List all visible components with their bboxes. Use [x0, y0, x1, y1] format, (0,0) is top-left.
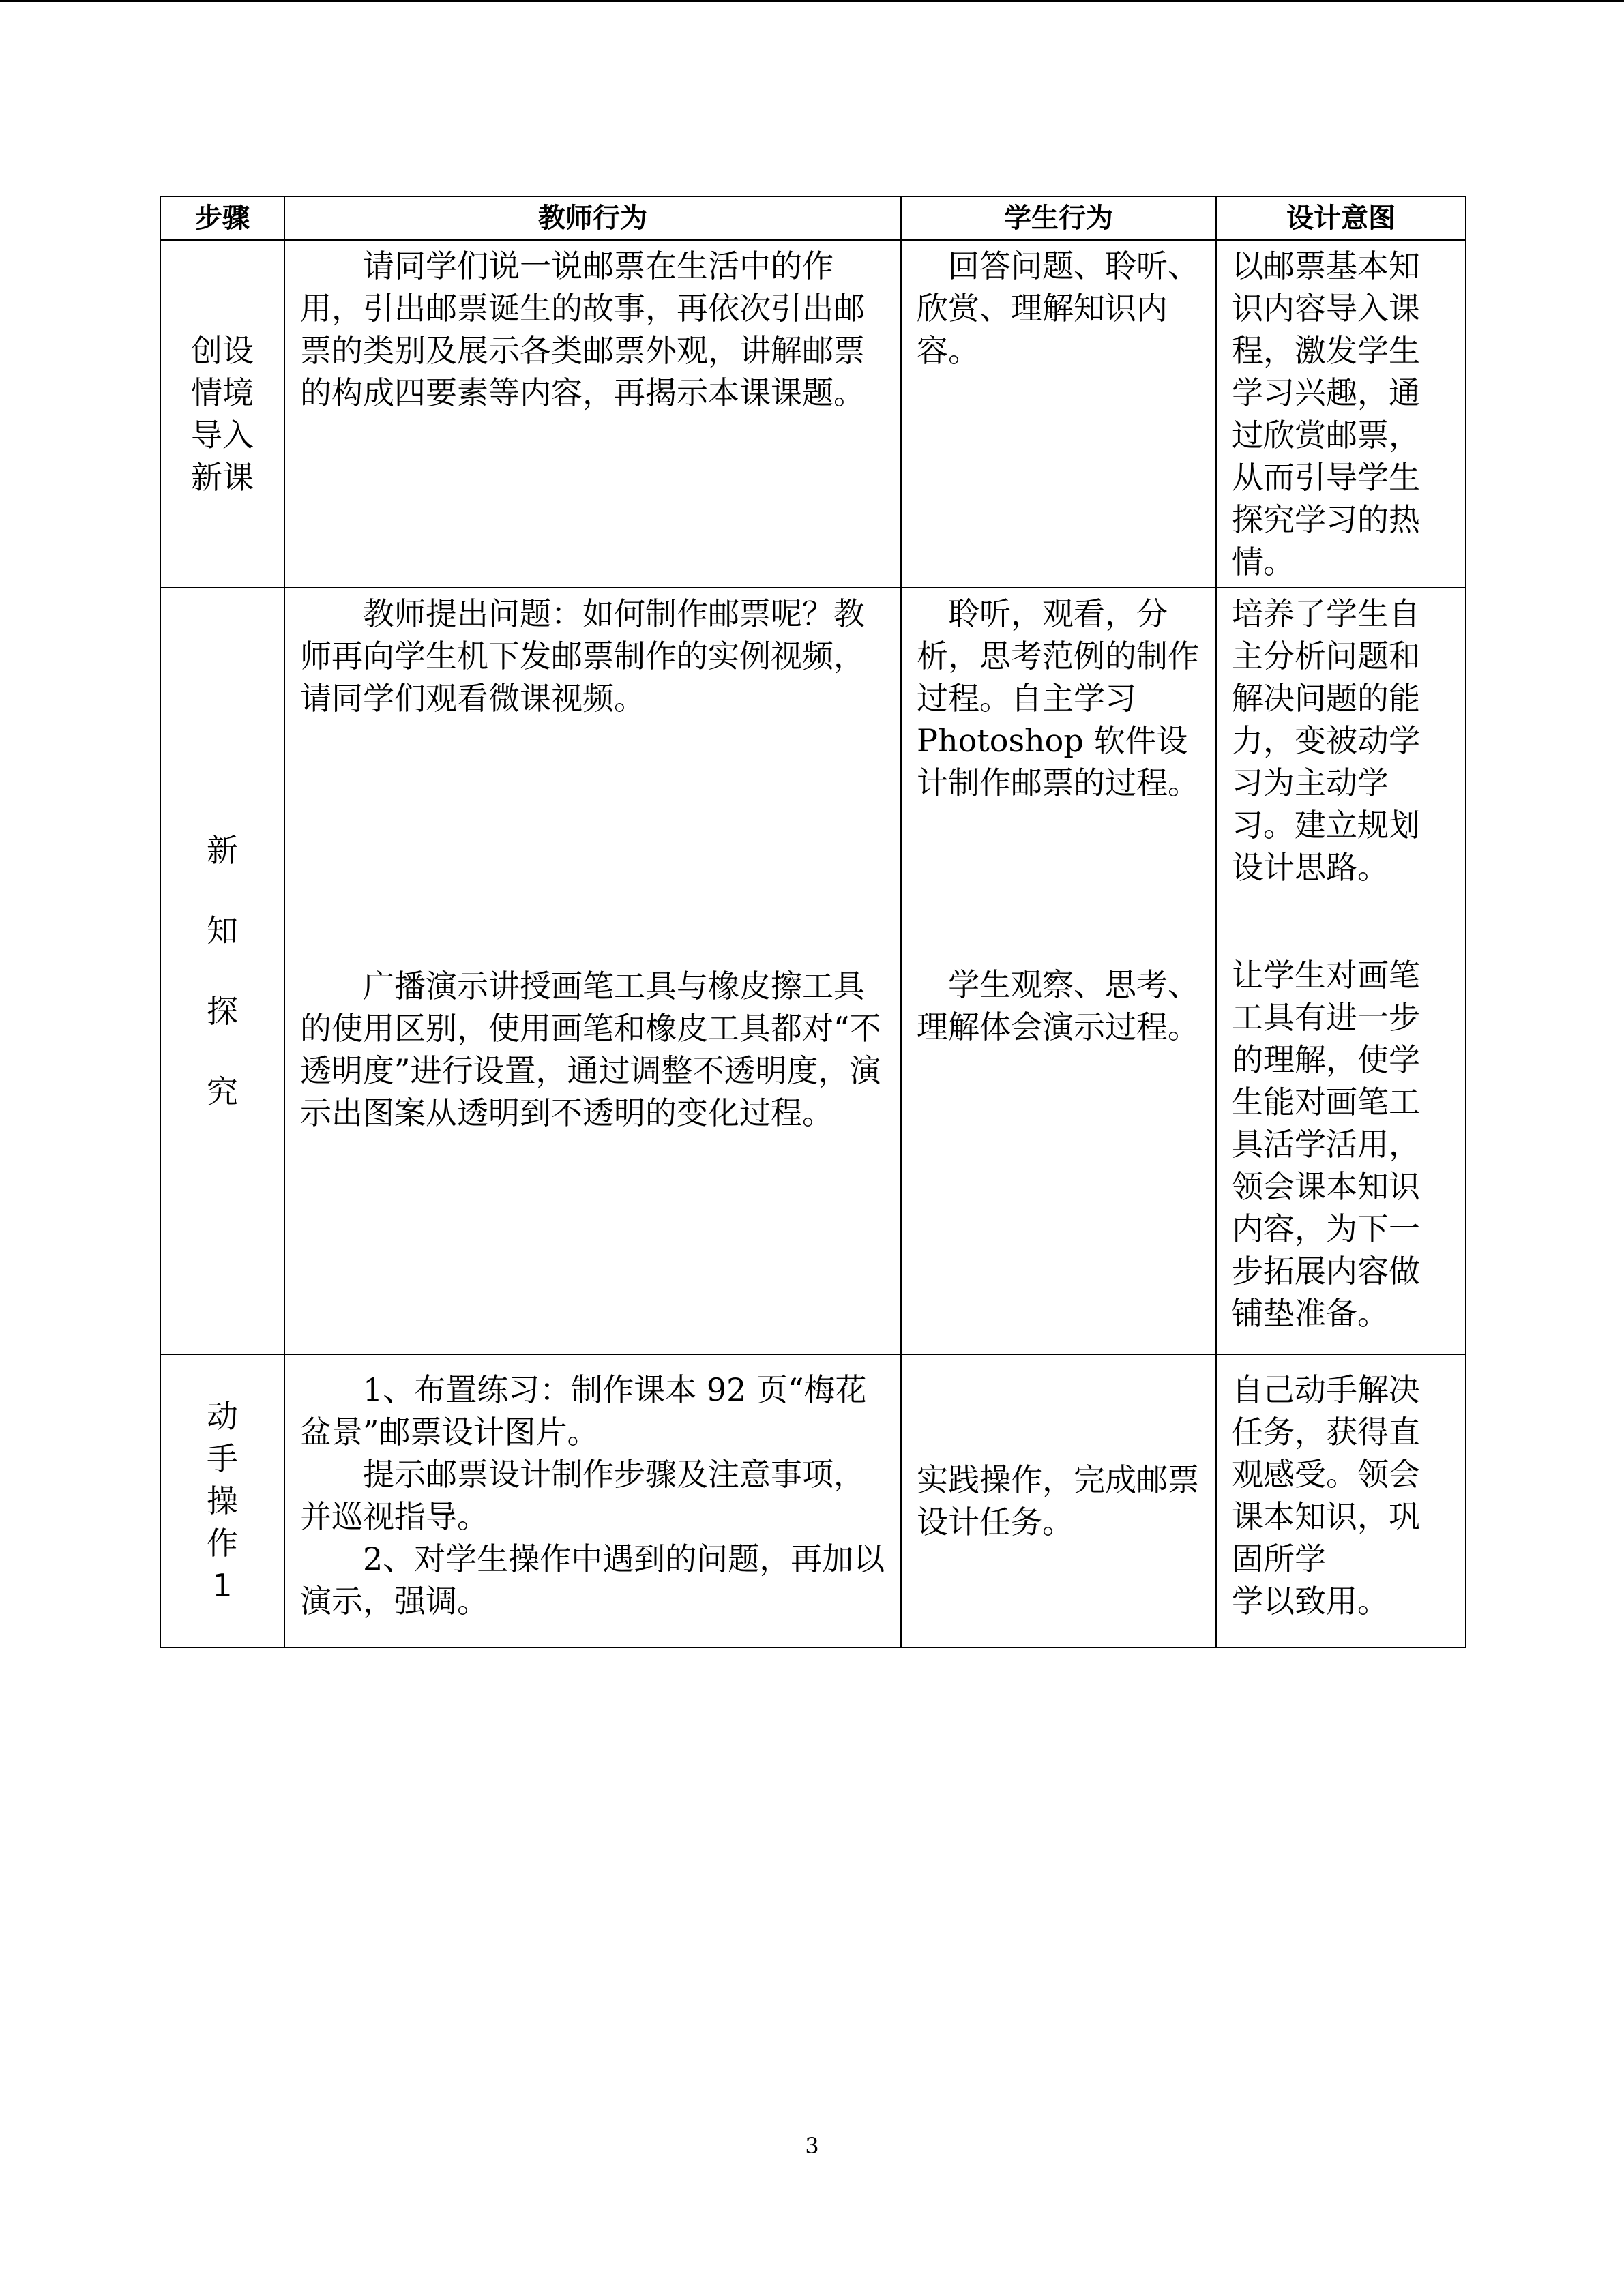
page-number: 3 [805, 2133, 819, 2159]
student-cell [901, 1354, 1216, 1648]
student-text: 聆听，观看，分析，思考范例的制作过程。自主学习Photoshop 软件设计制作邮票的过程。 [917, 595, 1199, 801]
student-text: 回答问题、聆听、欣赏、理解知识内容。 [917, 248, 1199, 369]
teacher-text: 1、布置练习：制作课本 92 页“梅花盆景”邮票设计图片。 [300, 1371, 867, 1450]
student-cell [901, 240, 1216, 588]
intent-text: 学以致用。 [1232, 1583, 1389, 1620]
header-design-intent: 设计意图 [1216, 196, 1466, 240]
header-step: 步骤 [160, 196, 284, 240]
header-student-behavior: 学生行为 [901, 196, 1216, 240]
student-text: 实践操作，完成邮票设计任务。 [917, 1461, 1199, 1540]
step-cell: 新 知 探 究 [160, 588, 284, 1354]
intent-cell [1216, 588, 1466, 1354]
table-header-row [160, 196, 1466, 240]
lesson-plan-table [160, 196, 1466, 1648]
teacher-text: 教师提出问题：如何制作邮票呢？教师再向学生机下发邮票制作的实例视频，请同学们观看微课视频。 [300, 595, 865, 717]
intent-text: 以邮票基本知识内容导入课程，激发学生学习兴趣，通过欣赏邮票，从而引导学生探究学习的热情。 [1232, 248, 1420, 580]
teacher-text: 请同学们说一说邮票在生活中的作用，引出邮票诞生的故事，再依次引出邮票的类别及展示各类邮票外观，讲解邮票的构成四要素等内容，再揭示本课课题。 [300, 248, 865, 411]
intent-text: 自己动手解决任务，获得直观感受。领会课本知识，巩固所学 [1232, 1371, 1420, 1577]
teacher-text: 广播演示讲授画笔工具与橡皮擦工具的使用区别，使用画笔和橡皮工具都对“不透明度”进行设置，通过调整不透明度，演示出图案从透明到不透明的变化过程。 [300, 968, 881, 1131]
table-row [160, 588, 1466, 1354]
student-text: 学生观察、思考、理解体会演示过程。 [917, 966, 1199, 1045]
intent-text: 让学生对画笔工具有进一步的理解，使学生能对画笔工具活学活用，领会课本知识内容，为下一步拓展内容做铺垫准备。 [1232, 957, 1420, 1332]
teacher-cell [284, 1354, 901, 1648]
teacher-cell [284, 588, 901, 1354]
step-cell: 创设 情境 导入 新课 [160, 240, 284, 588]
teacher-cell [284, 240, 901, 588]
teacher-text: 提示邮票设计制作步骤及注意事项，并巡视指导。 [300, 1456, 865, 1535]
intent-cell [1216, 1354, 1466, 1648]
header-teacher-behavior: 教师行为 [284, 196, 901, 240]
teacher-text: 2、对学生操作中遇到的问题，再加以演示，强调。 [300, 1540, 885, 1620]
intent-cell [1216, 240, 1466, 588]
top-border-line [0, 0, 1624, 2]
intent-text: 培养了学生自主分析问题和解决问题的能力，变被动学习为主动学习。建立规划设计思路。 [1232, 595, 1420, 886]
table-row [160, 1354, 1466, 1648]
student-cell [901, 588, 1216, 1354]
step-cell: 动 手 操 作 1 [160, 1354, 284, 1648]
table-row [160, 240, 1466, 588]
